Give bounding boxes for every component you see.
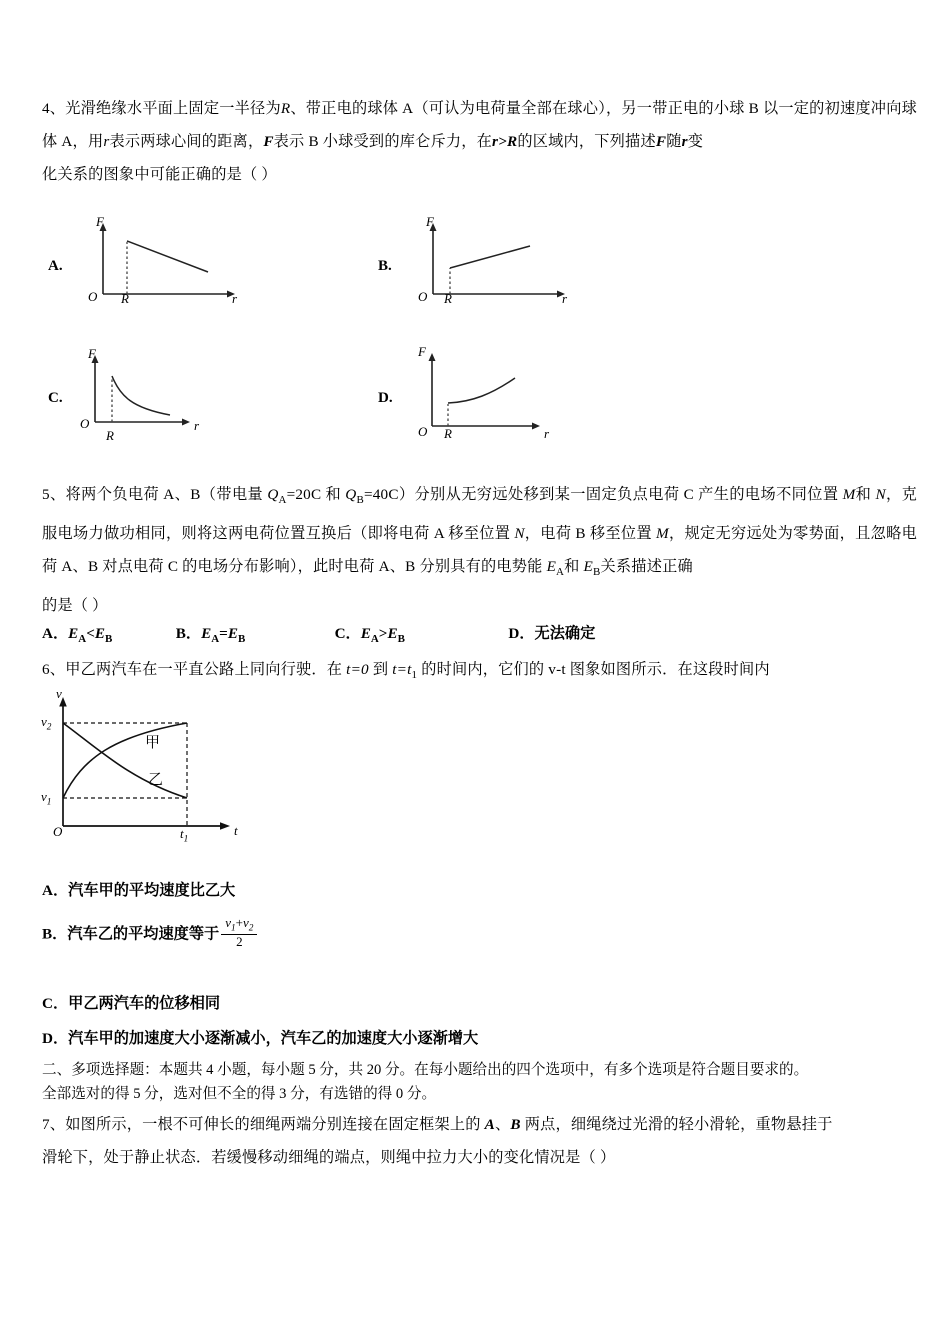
q4-option-b-figure (372, 216, 622, 316)
q6-frac-v1-sub: 1 (230, 923, 236, 934)
q5-EA-sub: A (556, 566, 565, 579)
q6-vt-figure (34, 686, 274, 850)
q5-option-b-letter: B． (175, 625, 202, 642)
q4-option-a-figure (42, 216, 292, 316)
q6-origin-label: O (53, 824, 63, 839)
q5-p2: 和 (855, 486, 876, 503)
q5-option-a-op: < (86, 625, 95, 642)
q5-p7: 和 (564, 558, 584, 576)
q5-option-a-letter: A． (42, 625, 69, 642)
q7-a: 如图所示，一根不可伸长的细绳两端分别连接在固定框架上的 (65, 1116, 485, 1133)
q4-number: 4、 (42, 100, 66, 117)
q6-t1-axis-sub: 1 (183, 834, 189, 845)
q6-option-a-letter: A． (42, 882, 69, 899)
q4-var-r: r (103, 133, 110, 150)
q4-stem-d: 表示两球心间的距离， (109, 133, 264, 150)
q4-stem-c: 初速度冲向球体 A，用 (42, 100, 917, 150)
q6-fraction-numerator (221, 916, 257, 934)
q5-QA-val: =20C 和 (286, 486, 346, 503)
q6-y-axis-label: v (56, 686, 62, 701)
q6-v1-sub: 1 (46, 797, 52, 808)
q7-b: 、 (495, 1116, 511, 1133)
q5-option-a-sub2: B (105, 633, 113, 646)
q5-EB-sub: B (593, 566, 601, 579)
q6-t1-var: t (180, 826, 184, 841)
q7-point-B: B (510, 1116, 521, 1133)
q4-option-c-figure (42, 348, 292, 448)
q6-frac-v2: v (243, 915, 249, 930)
q5-EA: E (546, 558, 557, 576)
q6-fraction-denominator: 2 (221, 934, 257, 950)
q5-QA-sub: A (278, 494, 287, 507)
q4-stem-f: 的区域内，下列描述 (517, 133, 656, 150)
q4-stem-a: 光滑绝缘水平面上固定一半径为 (65, 100, 281, 117)
q6-option-d-letter: D． (42, 1030, 69, 1047)
q5-option-b-sub2: B (237, 633, 246, 646)
q5-option-c-letter: C． (334, 625, 361, 642)
q5-option-c-E2: E (387, 625, 398, 642)
q6-frac-plus: + (235, 915, 243, 930)
q5-p6: 为零势面，且忽略电荷 A、B 对点电荷 C 的电场分布影响），此时电荷 A、B 分别具有的电势能 (42, 525, 917, 576)
q5-option-c[interactable] (335, 618, 505, 655)
q5-p1: 将两个负电荷 A、B（带电量 (65, 486, 268, 503)
q6-curve-b-label: 乙 (148, 770, 164, 788)
q5-QB-sub: B (356, 494, 364, 507)
q4-graph-a (78, 216, 258, 316)
q6-v1-var: v (41, 789, 47, 804)
question-5 (42, 478, 920, 622)
q5-option-d[interactable] (508, 618, 595, 650)
q5-EB: E (583, 558, 594, 576)
q6-option-a-text: 汽车甲的平均速度比乙大 (68, 882, 236, 899)
q6-t1: t=t (392, 661, 412, 678)
q4-graph-c (70, 348, 250, 448)
q6-frac-v2-sub: 2 (248, 923, 254, 934)
q4-graph-c-ylabel: F (88, 346, 96, 361)
q7-c: 两点，细绳绕过光滑的轻小滑轮，重物悬挂于 (520, 1116, 833, 1133)
section-2-line1: 二、多项选择题：本题共 4 小题，每小题 5 分，共 20 分。在每小题给出的四个选项中，有多个选项是符合题目要求的。 (42, 1062, 809, 1078)
q5-option-b-E: E (201, 625, 212, 642)
q5-p4: ，电荷 B 移至位置 (524, 525, 657, 543)
q4-graph-a-ylabel: F (96, 214, 104, 229)
q6-option-c-text: 甲乙两汽车的位移相同 (68, 995, 221, 1012)
question-5-options (42, 618, 920, 655)
section-2-instructions (42, 1058, 922, 1106)
q4-graph-a-xlabel: r (232, 291, 238, 306)
q4-stem-b: 、带正电的球体 A（可认为电荷量全部在球心），另一带正电的小球 B 以一定的 (290, 100, 825, 117)
q6-option-b-fraction (221, 916, 257, 950)
q6-number: 6、 (42, 661, 66, 678)
q5-N1: N (875, 486, 886, 503)
q6-option-c[interactable] (42, 988, 920, 1020)
q6-c: 的时间内，它们的 v-t 图象如图所示．在这段时间内 (417, 661, 770, 678)
q6-option-b[interactable] (42, 915, 920, 968)
q4-stem-h: 变 (687, 133, 704, 150)
q5-QB-val: =40C）分别从无穷远处移到某一固定负点电荷 C 产生的电场不同位置 (363, 486, 843, 503)
q5-option-d-letter: D． (508, 625, 535, 642)
q4-graph-b (408, 216, 588, 316)
q4-var-R: R (280, 100, 291, 117)
q6-t0: t=0 (346, 661, 369, 678)
q4-option-b-letter: B. (378, 258, 392, 274)
q6-frac-v1: v (225, 915, 231, 930)
q6-v2-var: v (41, 714, 47, 729)
q5-option-b-op: = (219, 625, 228, 642)
q7-point-A: A (484, 1116, 495, 1133)
q5-option-c-sub2: B (397, 633, 405, 646)
q5-p5: ，规定无穷远处 (668, 525, 778, 543)
q5-p9: 的是（ ） (42, 597, 108, 615)
q5-option-b-E2: E (227, 625, 238, 642)
q5-N2: N (514, 525, 525, 543)
question-4 (42, 92, 920, 191)
q5-option-b[interactable] (176, 618, 331, 655)
q4-stem-e: 表示 B 小球受到的库仑斥力，在 (273, 133, 493, 150)
q5-option-a-E: E (68, 625, 79, 642)
section-2-line2: 全部选对的得 5 分，选对但不全的得 3 分，有选错的得 0 分。 (42, 1086, 437, 1102)
q5-p8: 关系描述正确 (600, 558, 693, 576)
question-7-stem (42, 1108, 917, 1174)
q5-QA: Q (267, 486, 279, 503)
q6-option-d-text: 汽车甲的加速度大小逐渐减小，汽车乙的加速度大小逐渐增大 (68, 1030, 479, 1047)
q5-QB: Q (345, 486, 357, 503)
q6-option-b-text: 汽车乙的平均速度等于 (67, 925, 220, 943)
q6-x-axis-label: t (234, 823, 238, 838)
q4-graph-b-origin: O (418, 289, 428, 304)
q6-t1-sub: 1 (411, 669, 418, 682)
q5-M2: M (656, 525, 669, 543)
q6-option-a[interactable] (42, 875, 920, 907)
q6-option-b-letter: B． (42, 925, 68, 943)
question-6 (42, 656, 920, 689)
q6-option-d[interactable] (42, 1023, 920, 1055)
q5-option-a-sub1: A (78, 633, 87, 646)
q4-var-F: F (263, 133, 274, 150)
q6-v2-sub: 2 (46, 722, 52, 733)
q6-v2-label (41, 714, 51, 733)
q4-graph-c-origin: O (80, 416, 90, 431)
q4-graph-d-tick-R: R (444, 426, 452, 441)
q6-a: 甲乙两汽车在一平直公路上同向行驶．在 (65, 661, 347, 678)
question-5-stem (42, 478, 917, 622)
q4-graph-b-tick-R: R (444, 291, 452, 306)
q6-v1-label (41, 789, 51, 808)
q5-option-b-sub1: A (211, 633, 220, 646)
q4-var-F2: F (655, 133, 667, 150)
q5-option-c-sub1: A (370, 633, 379, 646)
q4-var-r2: r (681, 133, 688, 150)
q4-graph-a-tick-R: R (121, 291, 129, 306)
question-7 (42, 1108, 920, 1174)
question-4-stem (42, 92, 917, 191)
q4-stem-g: 随 (666, 133, 682, 150)
q6-option-c-letter: C． (42, 995, 69, 1012)
q4-graph-c-tick-R: R (106, 428, 114, 443)
q7-number: 7、 (42, 1116, 66, 1133)
q4-graph-c-xlabel: r (194, 418, 200, 433)
q4-graph-b-xlabel: r (562, 291, 568, 306)
q4-option-d-figure (372, 344, 622, 448)
q4-graph-d-origin: O (418, 424, 428, 439)
q5-option-c-op: > (378, 625, 388, 642)
q5-option-d-text: 无法确定 (534, 625, 596, 642)
q6-t1-axis-label (180, 826, 188, 845)
q5-M1: M (842, 486, 856, 503)
q4-stem-i: 化关系的图象中可能正确的是（ ） (42, 166, 277, 183)
q5-number: 5、 (42, 486, 66, 503)
q4-graph-d-xlabel: r (544, 426, 550, 441)
q5-option-a-E2: E (94, 625, 105, 642)
q4-option-a-letter: A. (48, 258, 63, 274)
q4-graph-b-ylabel: F (426, 214, 434, 229)
q4-graph-d-ylabel: F (418, 344, 426, 359)
q4-graph-a-origin: O (88, 289, 98, 304)
q4-option-c-letter: C. (48, 390, 63, 406)
q5-option-c-E: E (360, 625, 371, 642)
q4-option-d-letter: D. (378, 390, 393, 406)
q5-option-a[interactable] (42, 618, 172, 655)
q6-b: 到 (368, 661, 393, 678)
question-6-stem (42, 656, 917, 689)
q5-p3: ，克服电场力做功相同，则将这两电荷位置互换后（即将电荷 A 移至位置 (42, 486, 917, 543)
q4-cond: r>R (492, 133, 518, 150)
q6-curve-a-label: 甲 (145, 733, 161, 751)
q7-line2: 滑轮下，处于静止状态．若缓慢移动细绳的端点，则绳中拉力大小的变化情况是（ ） (42, 1149, 616, 1166)
